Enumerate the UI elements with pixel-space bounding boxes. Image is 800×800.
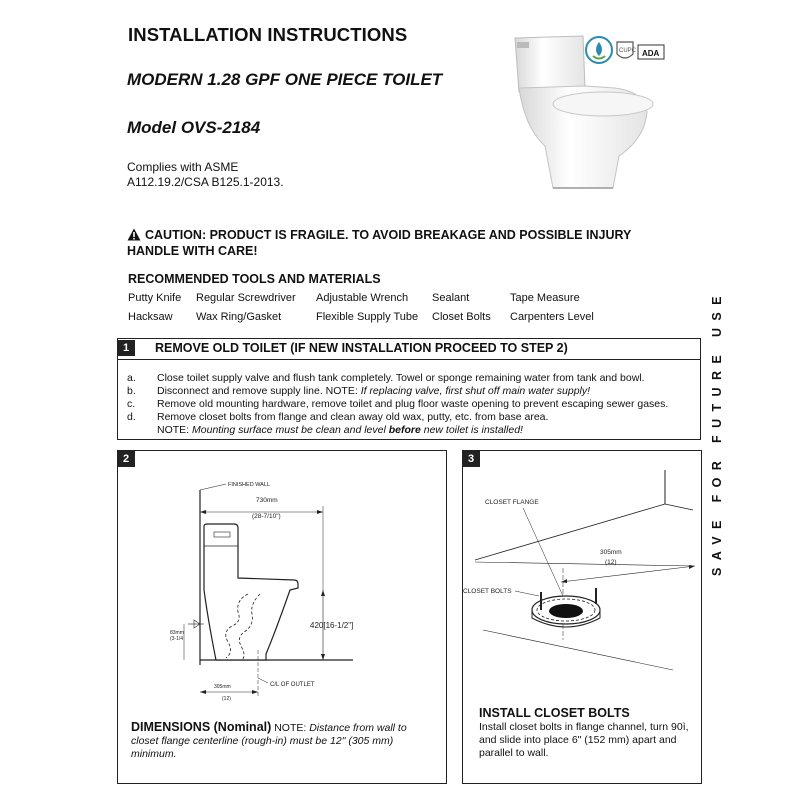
step1-number: 1 xyxy=(117,340,135,356)
svg-text:420[16-1/2"]: 420[16-1/2"] xyxy=(310,621,354,630)
toilet-dimensions-diagram xyxy=(118,470,444,710)
svg-text:C/L OF OUTLET: C/L OF OUTLET xyxy=(270,682,315,688)
list-item: b. Disconnect and remove supply line. NOTE: If replacing valve, first shut off main water supply! xyxy=(127,385,591,397)
tools-row: Hacksaw Wax Ring/Gasket Flexible Supply Tube Closet Bolts Carpenters Level xyxy=(128,311,594,323)
flush-lever-icon xyxy=(517,42,529,48)
svg-text:305mm: 305mm xyxy=(214,684,231,690)
tools-row: Putty Knife Regular Screwdriver Adjustable Wrench Sealant Tape Measure xyxy=(128,292,580,304)
svg-text:(28-7/10"): (28-7/10") xyxy=(252,513,281,520)
step1-note: NOTE: Mounting surface must be clean and level before new toilet is installed! xyxy=(157,424,523,436)
closet-flange-diagram xyxy=(463,470,699,700)
dimensions-note: DIMENSIONS (Nominal) NOTE: Distance from wall to closet flange centerline (rough-in) must be 12" (305 mm) minimum. xyxy=(131,720,407,760)
svg-text:(3-1/4: (3-1/4 xyxy=(170,636,184,642)
step3-number: 3 xyxy=(462,451,480,467)
list-item: a. Close toilet supply valve and flush tank completely. Towel or sponge remaining water from tank and bowl. xyxy=(127,372,645,384)
product-subtitle: MODERN 1.28 GPF ONE PIECE TOILET xyxy=(127,70,443,89)
save-for-future-use-label xyxy=(704,230,728,580)
step1-list xyxy=(127,372,697,437)
svg-text:ADA: ADA xyxy=(642,49,660,58)
svg-text:CLOSET FLANGE: CLOSET FLANGE xyxy=(485,499,539,506)
svg-text:FINISHED WALL: FINISHED WALL xyxy=(228,482,270,488)
compliance-text: Complies with ASME A112.19.2/CSA B125.1-2013. xyxy=(127,160,284,189)
list-item: c. Remove old mounting hardware, remove toilet and plug floor waste opening to prevent escaping sewer gases. xyxy=(127,398,669,410)
tools-list xyxy=(128,292,648,330)
svg-text:83mm: 83mm xyxy=(170,630,184,636)
svg-text:(12): (12) xyxy=(605,559,617,566)
model-number: Model OVS-2184 xyxy=(127,118,261,137)
svg-text:730mm: 730mm xyxy=(256,497,278,504)
step2-number: 2 xyxy=(117,451,135,467)
certification-badges xyxy=(583,34,668,70)
svg-text:SAVE FOR FUTURE USE: SAVE FOR FUTURE USE xyxy=(710,289,724,576)
divider xyxy=(117,359,700,360)
svg-text:305mm: 305mm xyxy=(600,549,622,556)
svg-text:CUPC: CUPC xyxy=(619,48,637,54)
svg-text:(12): (12) xyxy=(222,696,231,702)
list-item: d. Remove closet bolts from flange and clean away old wax, putty, etc. from base area. xyxy=(127,411,549,423)
tools-heading: RECOMMENDED TOOLS AND MATERIALS xyxy=(128,272,381,286)
warning-triangle-icon xyxy=(127,228,141,241)
caution-warning: CAUTION: PRODUCT IS FRAGILE. TO AVOID BREAKAGE AND POSSIBLE INJURY HANDLE WITH CARE! xyxy=(127,228,632,258)
page-title: INSTALLATION INSTRUCTIONS xyxy=(128,24,408,45)
svg-text:CLOSET BOLTS: CLOSET BOLTS xyxy=(463,588,512,595)
step1-heading: REMOVE OLD TOILET (IF NEW INSTALLATION PROCEED TO STEP 2) xyxy=(155,341,568,355)
install-bolts-text: Install closet bolts in flange channel, turn 90ì, and slide into place 6" (152 mm) apart and parallel to wall. xyxy=(479,721,689,759)
install-bolts-heading: INSTALL CLOSET BOLTS xyxy=(479,706,630,720)
